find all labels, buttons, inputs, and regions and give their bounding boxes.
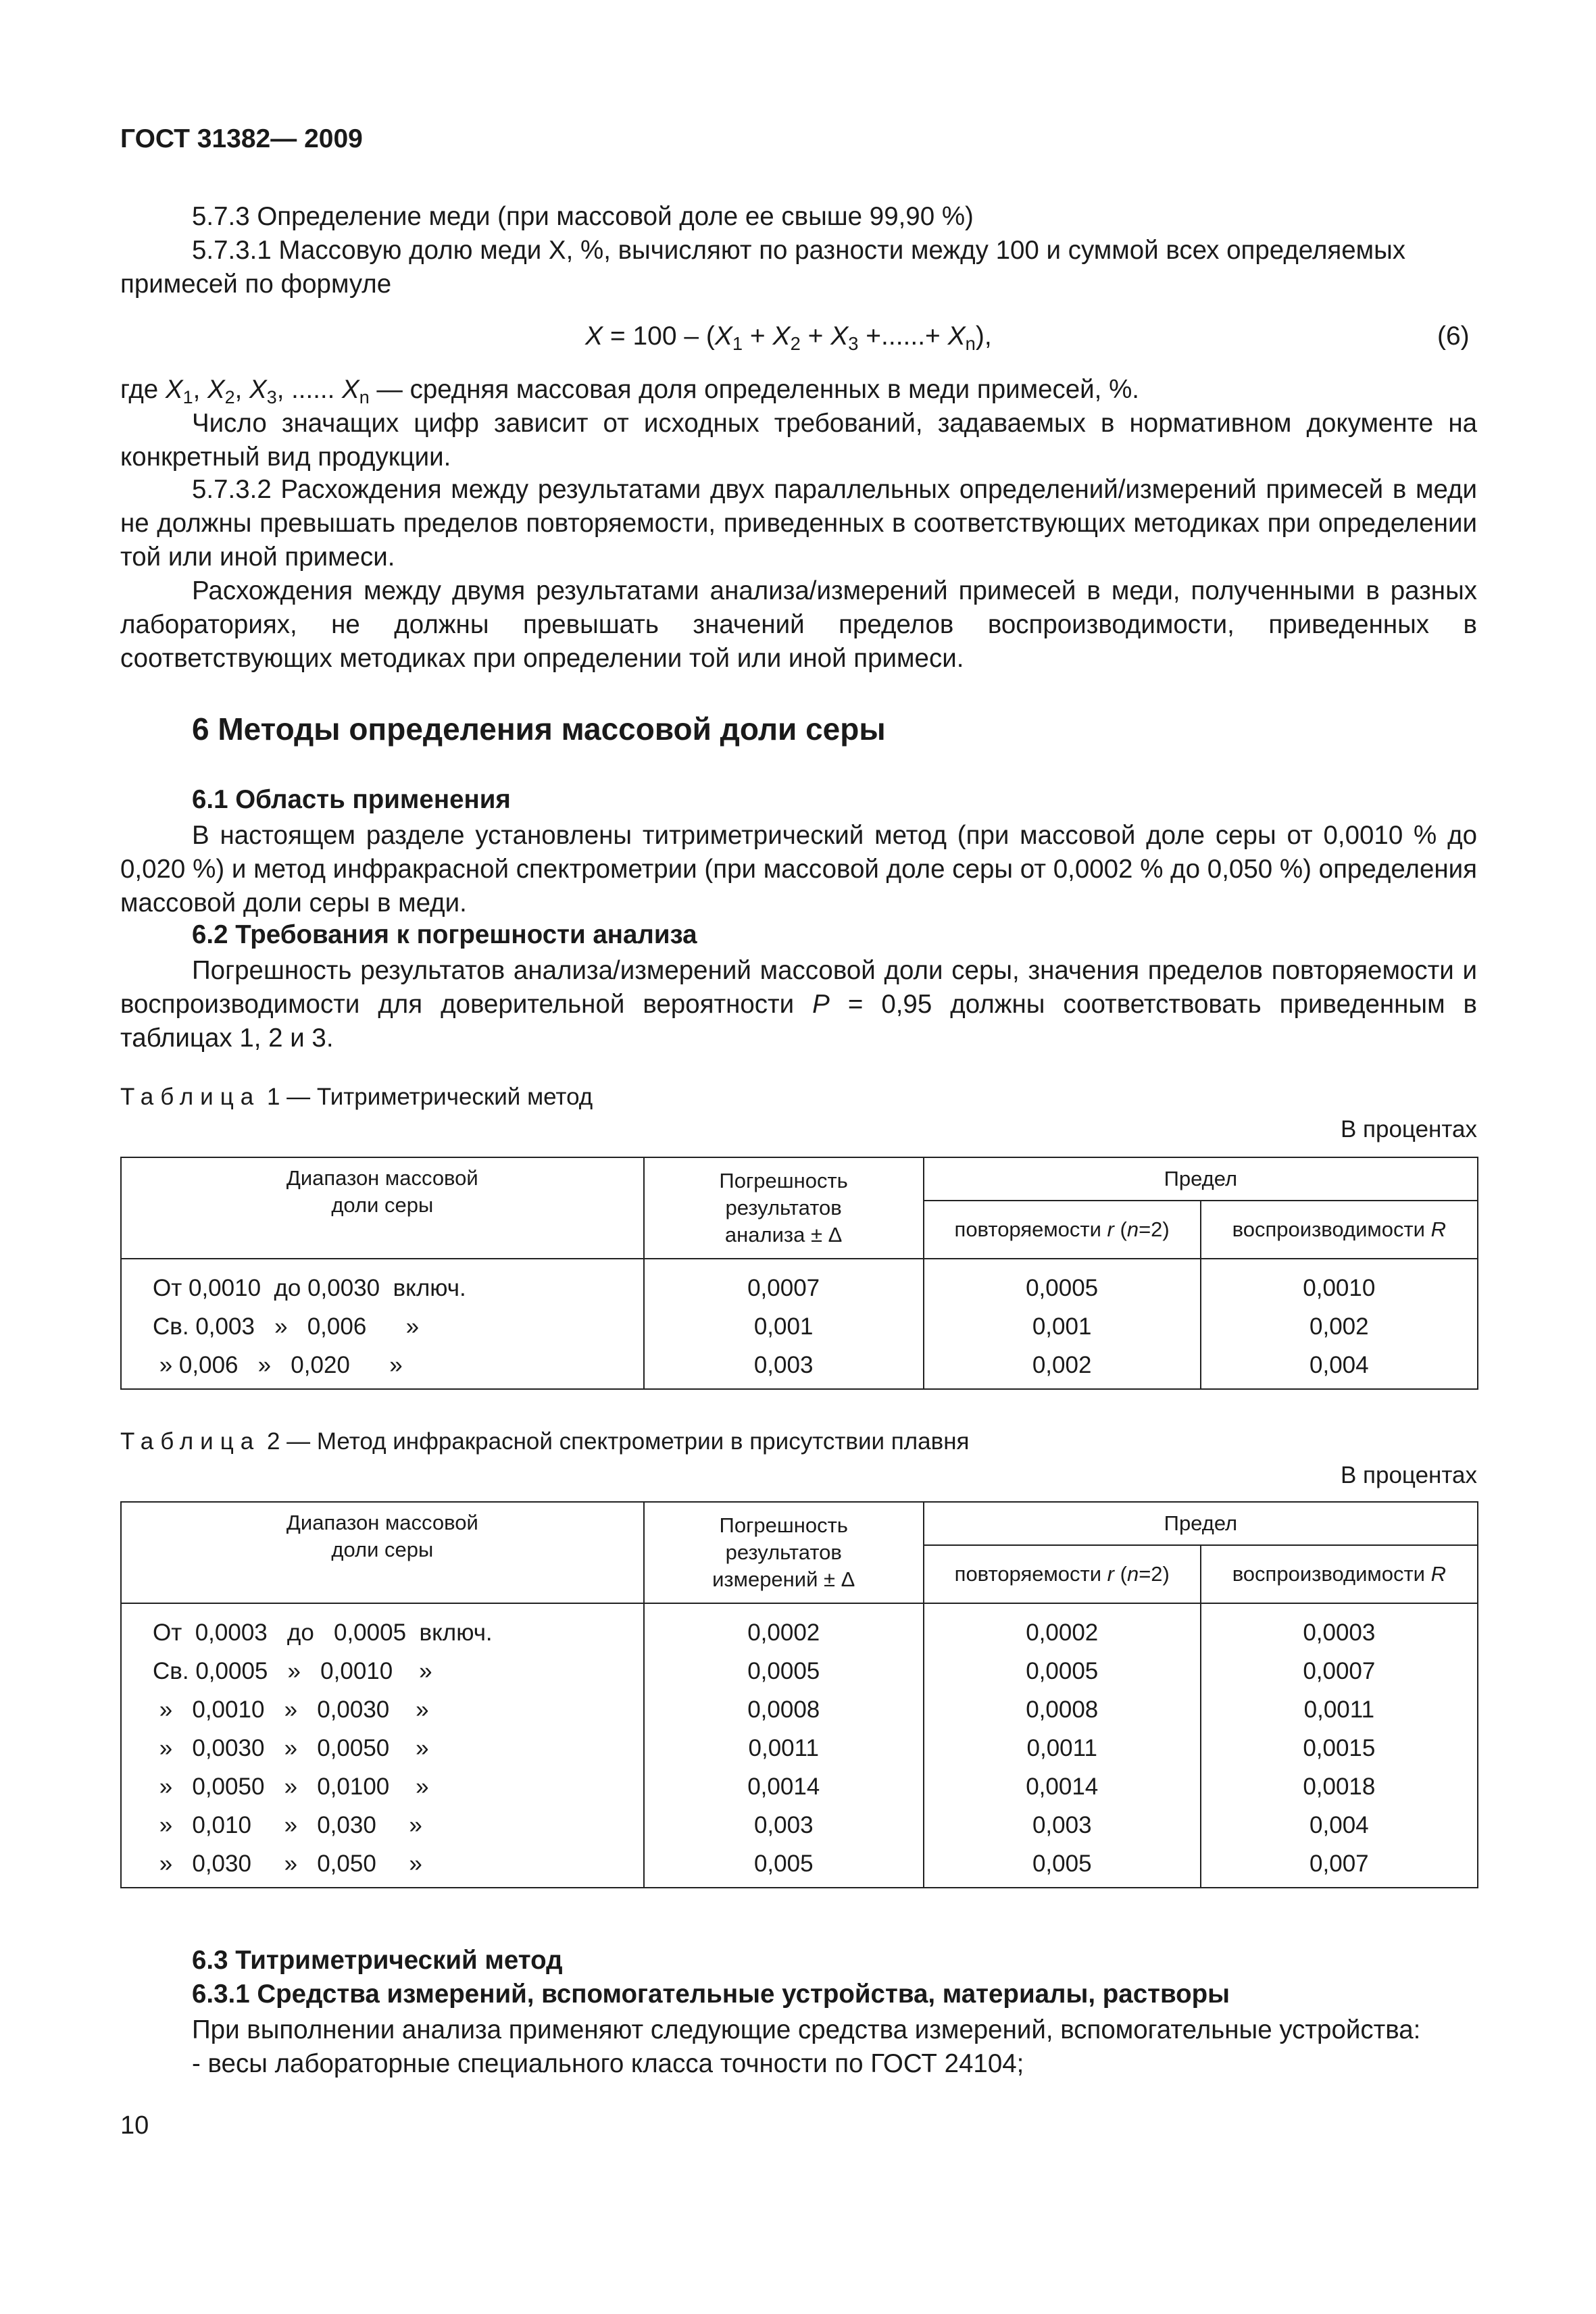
clause-6-3-1-title: 6.3.1 Средства измерений, вспомогательные устройства, материалы, растворы <box>192 1980 1230 2009</box>
table-row: Св. 0,0005 » 0,0010 » 0,0005 0,0005 0,0007 <box>121 1652 1478 1690</box>
table-row: Св. 0,003 » 0,006 » 0,001 0,001 0,002 <box>121 1307 1478 1346</box>
table-1-caption-text: 1 — Титриметрический метод <box>266 1084 593 1110</box>
section-6-title: 6 Методы определения массовой доли серы <box>192 711 886 747</box>
clause-6-1-text: В настоящем разделе установлены титриметрический метод (при массовой доле серы от 0,0010 % до 0,020 %) и метод инфракрасной спектрометрии (при массовой доле серы от 0,0002 % до 0,050 %) определения массовой доли серы в меди. <box>120 821 1477 917</box>
clause-6-3-1-list-item: - весы лабораторные специального класса точности по ГОСТ 24104; <box>192 2049 1024 2078</box>
formula-6: $X = 100 - (X_1 + X_2 + X_3$ +......+ $X_n$), <box>585 322 992 354</box>
table-2-caption <box>120 1428 970 1455</box>
table-1-unit: В процентах <box>1340 1116 1477 1142</box>
table-1 <box>120 1157 1478 1390</box>
table-2-caption-word: Таблица <box>120 1428 261 1455</box>
clause-6-1-title: 6.1 Область применения <box>192 785 511 814</box>
table-row: » 0,010 » 0,030 » 0,003 0,003 0,004 <box>121 1806 1478 1844</box>
table-1-header-reproducibility: воспроизводимости R <box>1201 1201 1478 1259</box>
clause-5-7-3-1-text: 5.7.3.1 Массовую долю меди X, %, вычисляют по разности между 100 и суммой всех определяемых примесей по формуле <box>120 236 1406 299</box>
table-row: От 0,0010 до 0,0030 включ. 0,0007 0,0005 0,0010 <box>121 1259 1478 1307</box>
table-1-header-error: Погрешность результатов анализа ± Δ <box>644 1157 924 1259</box>
table-2-header-limit: Предел <box>924 1502 1478 1545</box>
table-2-header-reproducibility: воспроизводимости R <box>1201 1545 1478 1603</box>
clause-6-2-text: Погрешность результатов анализа/измерений массовой доли серы, значения пределов повторяемости и воспроизводимости для доверительной вероятности P = 0,95 должны соответствовать приведенным в таблицах 1, 2 и 3. <box>120 956 1477 1053</box>
clause-5-7-3-title: 5.7.3 Определение меди (при массовой доле ее свыше 99,90 %) <box>192 202 974 231</box>
table-1-header-range: Диапазон массовой доли серы <box>121 1157 644 1259</box>
table-row: » 0,030 » 0,050 » 0,005 0,005 0,007 <box>121 1844 1478 1888</box>
reproducibility-text: Расхождения между двумя результатами анализа/измерений примесей в меди, полученными в разных лабораториях, не должны превышать значений пределов воспроизводимости, приведенных в соответствующих методиках при определении той или иной примеси. <box>120 576 1477 673</box>
table-2-header-repeatability: повторяемости r (n=2) <box>924 1545 1201 1603</box>
table-2-header-error: Погрешность результатов измерений ± Δ <box>644 1502 924 1603</box>
table-row: » 0,0010 » 0,0030 » 0,0008 0,0008 0,0011 <box>121 1690 1478 1729</box>
clause-6-3-1-text: При выполнении анализа применяют следующие средства измерений, вспомогательные устройства: <box>192 2015 1421 2044</box>
significant-digits-note: Число значащих цифр зависит от исходных требований, задаваемых в нормативном документе на конкретный вид продукции. <box>120 409 1477 472</box>
table-row: » 0,006 » 0,020 » 0,003 0,002 0,004 <box>121 1346 1478 1389</box>
table-1-caption <box>120 1084 593 1111</box>
table-1-caption-word: Таблица <box>120 1084 261 1110</box>
clause-6-2-title: 6.2 Требования к погрешности анализа <box>192 920 697 949</box>
table-1-header-limit: Предел <box>924 1157 1478 1201</box>
table-row: От 0,0003 до 0,0005 включ. 0,0002 0,0002 0,0003 <box>121 1603 1478 1652</box>
table-row: » 0,0030 » 0,0050 » 0,0011 0,0011 0,0015 <box>121 1729 1478 1767</box>
formula-number: (6) <box>1437 322 1470 351</box>
table-2-unit: В процентах <box>1340 1462 1477 1488</box>
page-number: 10 <box>120 2111 149 2140</box>
table-2 <box>120 1501 1478 1888</box>
document-header: ГОСТ 31382— 2009 <box>120 124 363 153</box>
table-1-header-repeatability: повторяемости r (n=2) <box>924 1201 1201 1259</box>
clause-6-3-title: 6.3 Титриметрический метод <box>192 1946 563 1975</box>
formula-where: где $X_1$, $X_2$, $X_3$, ...... $X_n$ — средняя массовая доля определенных в меди примесей, %. <box>120 375 1139 407</box>
clause-5-7-3-2-text: 5.7.3.2 Расхождения между результатами двух параллельных определений/измерений примесей в меди не должны превышать пределов повторяемости, приведенных в соответствующих методиках при определении той или иной примеси. <box>120 475 1477 572</box>
table-row: » 0,0050 » 0,0100 » 0,0014 0,0014 0,0018 <box>121 1767 1478 1806</box>
table-2-header-range: Диапазон массовой доли серы <box>121 1502 644 1603</box>
table-2-caption-text: 2 — Метод инфракрасной спектрометрии в присутствии плавня <box>266 1428 970 1455</box>
